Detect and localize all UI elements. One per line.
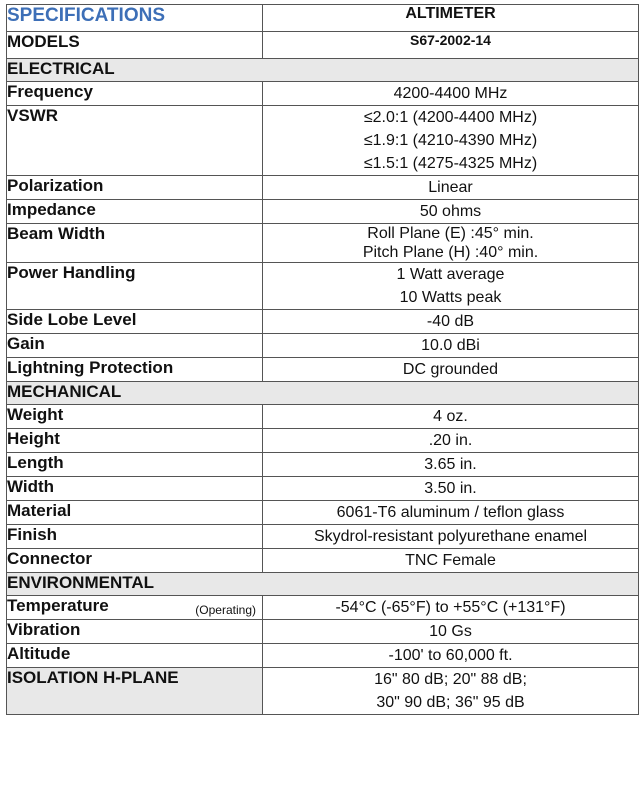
spec-value-cell xyxy=(263,224,639,263)
spec-label-cell xyxy=(7,200,263,224)
spec-value-line: 6061-T6 aluminum / teflon glass xyxy=(336,504,565,521)
spec-label-cell xyxy=(7,596,263,620)
spec-row xyxy=(7,106,639,176)
isolation-value-line: 30" 90 dB; 36" 95 dB xyxy=(376,694,525,711)
spec-label: Connector xyxy=(7,549,92,568)
spec-label-cell xyxy=(7,334,263,358)
section-title: ELECTRICAL xyxy=(7,59,639,82)
spec-note: (Operating) xyxy=(195,603,256,617)
models-label: MODELS xyxy=(7,32,263,59)
spec-value-cell xyxy=(263,334,639,358)
spec-value-line: -40 dB xyxy=(426,313,475,330)
spec-label-cell xyxy=(7,358,263,382)
spec-row xyxy=(7,176,639,200)
spec-value-cell xyxy=(263,525,639,549)
spec-value-cell xyxy=(263,176,639,200)
spec-row xyxy=(7,477,639,501)
spec-label-cell xyxy=(7,82,263,106)
spec-row xyxy=(7,82,639,106)
spec-value-line: ≤2.0:1 (4200-4400 MHz) xyxy=(363,109,538,126)
spec-label-cell xyxy=(7,405,263,429)
isolation-value-line: 16" 80 dB; 20" 88 dB; xyxy=(374,671,527,688)
spec-label-cell xyxy=(7,310,263,334)
spec-value-cell xyxy=(263,82,639,106)
spec-value-line: Linear xyxy=(428,179,473,196)
section-title: ENVIRONMENTAL xyxy=(7,573,639,596)
isolation-label: ISOLATION H-PLANE xyxy=(7,668,263,715)
spec-value-line: 4 oz. xyxy=(433,408,468,425)
spec-value-line: -100' to 60,000 ft. xyxy=(388,647,513,664)
spec-value-line: Skydrol-resistant polyurethane enamel xyxy=(313,528,588,545)
spec-label: Beam Width xyxy=(7,224,106,243)
spec-value-line: DC grounded xyxy=(402,361,499,378)
specifications-heading: SPECIFICATIONS xyxy=(7,5,263,32)
spec-value-cell xyxy=(263,200,639,224)
spec-row xyxy=(7,620,639,644)
spec-value-cell xyxy=(263,358,639,382)
spec-row xyxy=(7,200,639,224)
spec-label-cell xyxy=(7,429,263,453)
section-row-electrical xyxy=(7,59,639,82)
section-row-mechanical xyxy=(7,382,639,405)
spec-value-line: Pitch Plane (H) :40° min. xyxy=(362,244,539,261)
spec-value-cell xyxy=(263,106,639,176)
spec-value-line: 3.50 in. xyxy=(424,480,477,497)
spec-value-cell xyxy=(263,310,639,334)
spec-value-line: 1 Watt average xyxy=(396,266,505,283)
spec-row xyxy=(7,310,639,334)
spec-label: VSWR xyxy=(7,106,58,125)
spec-label: Lightning Protection xyxy=(7,358,174,377)
spec-label-cell xyxy=(7,501,263,525)
spec-row xyxy=(7,549,639,573)
section-row-environmental xyxy=(7,573,639,596)
spec-row xyxy=(7,334,639,358)
spec-label: Impedance xyxy=(7,200,96,219)
product-heading: ALTIMETER xyxy=(263,5,639,32)
spec-row xyxy=(7,405,639,429)
spec-value-line: .20 in. xyxy=(428,432,473,449)
spec-value-cell xyxy=(263,501,639,525)
spec-label-cell xyxy=(7,549,263,573)
spec-value-cell xyxy=(263,405,639,429)
spec-label: Weight xyxy=(7,405,64,424)
model-number: S67-2002-14 xyxy=(263,32,639,59)
spec-label-cell xyxy=(7,525,263,549)
isolation-value-cell xyxy=(263,668,639,715)
spec-label: Polarization xyxy=(7,176,104,195)
models-row xyxy=(7,32,639,59)
spec-value-cell xyxy=(263,453,639,477)
spec-row xyxy=(7,263,639,310)
spec-value-line: -54°C (-65°F) to +55°C (+131°F) xyxy=(335,599,566,616)
spec-label-cell xyxy=(7,176,263,200)
spec-value-cell xyxy=(263,477,639,501)
spec-label: Material xyxy=(7,501,72,520)
spec-label: Length xyxy=(7,453,64,472)
spec-value-line: 3.65 in. xyxy=(424,456,477,473)
spec-value-line: ≤1.5:1 (4275-4325 MHz) xyxy=(363,155,538,172)
spec-label: Width xyxy=(7,477,55,496)
isolation-row xyxy=(7,668,639,715)
spec-row xyxy=(7,644,639,668)
spec-value-line: 10 Watts peak xyxy=(399,289,502,306)
spec-value-line: Roll Plane (E) :45° min. xyxy=(367,225,534,242)
spec-value-cell xyxy=(263,549,639,573)
spec-label: Height xyxy=(7,429,60,448)
spec-label-cell xyxy=(7,477,263,501)
spec-value-cell xyxy=(263,596,639,620)
spec-value-cell xyxy=(263,263,639,310)
table-header-row xyxy=(7,5,639,32)
spec-label: Vibration xyxy=(7,620,81,639)
spec-label: Finish xyxy=(7,525,58,544)
spec-label: Temperature xyxy=(7,596,109,615)
spec-row xyxy=(7,224,639,263)
specifications-table xyxy=(6,4,639,715)
spec-row xyxy=(7,429,639,453)
spec-value-line: 4200-4400 MHz xyxy=(393,85,508,102)
spec-value-line: 10.0 dBi xyxy=(421,337,480,354)
spec-row xyxy=(7,358,639,382)
spec-label-cell xyxy=(7,644,263,668)
spec-value-cell xyxy=(263,429,639,453)
spec-value-line: 10 Gs xyxy=(429,623,472,640)
spec-value-line: 50 ohms xyxy=(419,203,482,220)
spec-label: Frequency xyxy=(7,82,93,101)
spec-value-line: ≤1.9:1 (4210-4390 MHz) xyxy=(363,132,538,149)
section-title: MECHANICAL xyxy=(7,382,639,405)
spec-label-cell xyxy=(7,263,263,310)
spec-label-cell xyxy=(7,224,263,263)
spec-row xyxy=(7,525,639,549)
spec-label-cell xyxy=(7,106,263,176)
spec-label: Altitude xyxy=(7,644,71,663)
spec-value-line: TNC Female xyxy=(405,552,496,569)
spec-label: Power Handling xyxy=(7,263,136,282)
spec-value-cell xyxy=(263,620,639,644)
spec-value-cell xyxy=(263,644,639,668)
spec-label: Side Lobe Level xyxy=(7,310,137,329)
spec-row xyxy=(7,501,639,525)
spec-row xyxy=(7,596,639,620)
spec-row xyxy=(7,453,639,477)
spec-label: Gain xyxy=(7,334,45,353)
spec-label-cell xyxy=(7,453,263,477)
spec-label-cell xyxy=(7,620,263,644)
